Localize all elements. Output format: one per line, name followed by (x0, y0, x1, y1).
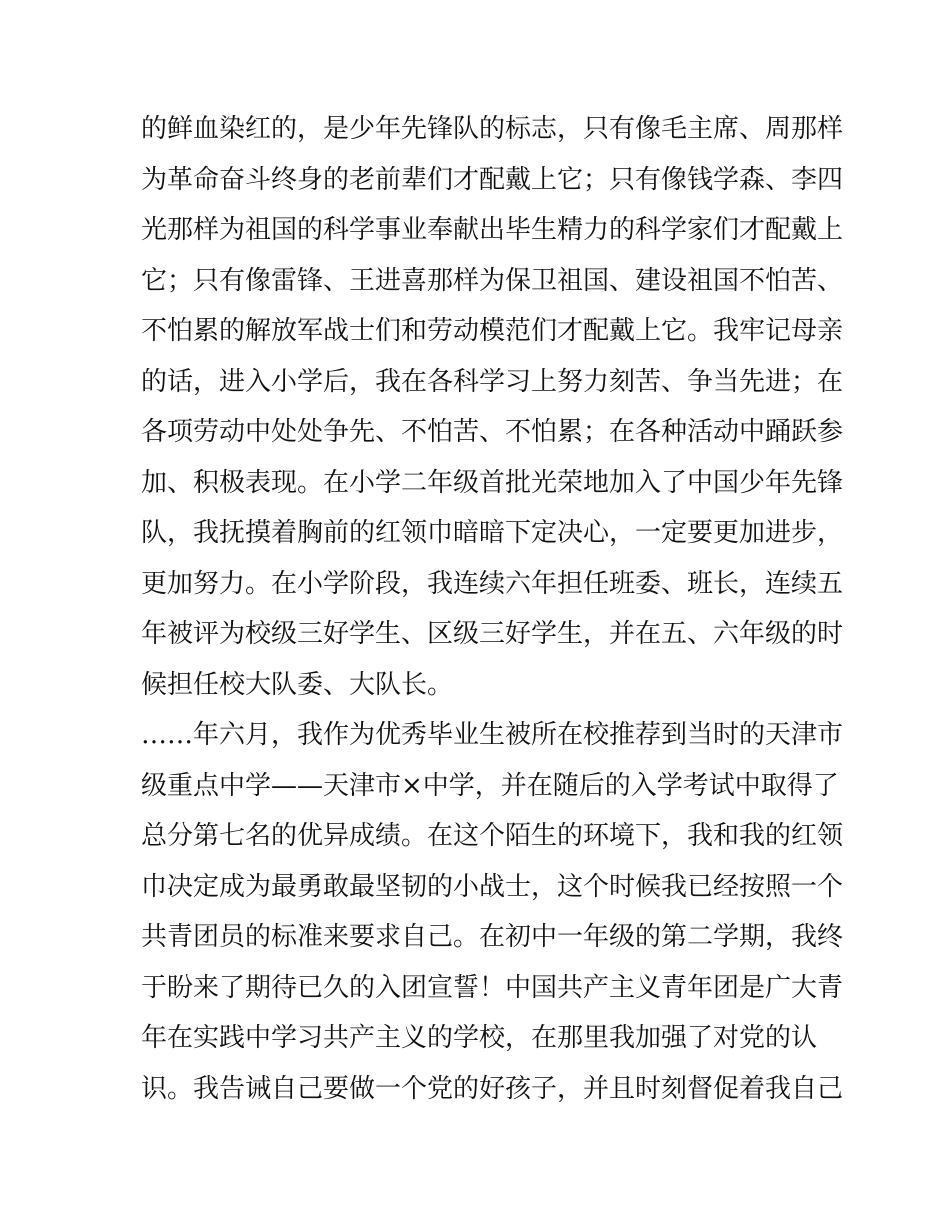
text-line: 队，我抚摸着胸前的红领巾暗暗下定决心，一定要更加进步， (141, 518, 844, 548)
text-line: 不怕累的解放军战士们和劳动模范们才配戴上它。我牢记母亲 (141, 316, 844, 346)
text-line: ……年六月，我作为优秀毕业生被所在校推荐到当时的天津市 (141, 720, 844, 750)
text-line: 识。我告诫自己要做一个党的好孩子，并且时刻督促着我自己 (141, 1073, 844, 1104)
text-line: 光那样为祖国的科学事业奉献出毕生精力的科学家们才配戴上 (141, 215, 844, 245)
text-line: 加、积极表现。在小学二年级首批光荣地加入了中国少年先锋 (141, 467, 844, 498)
text-line: 的鲜血染红的，是少年先锋队的标志，只有像毛主席、周那样 (141, 114, 844, 144)
text-line: 巾决定成为最勇敢最坚韧的小战士，这个时候我已经按照一个 (141, 871, 844, 902)
text-line: 各项劳动中处处争先、不怕苦、不怕累；在各种活动中踊跃参 (141, 417, 844, 447)
text-line: 的话，进入小学后，我在各科学习上努力刻苦、争当先进；在 (141, 366, 844, 397)
text-line: 总分第七名的优异成绩。在这个陌生的环境下，我和我的红领 (141, 821, 844, 851)
body-text (141, 104, 844, 1114)
text-line: 它；只有像雷锋、王进喜那样为保卫祖国、建设祖国不怕苦、 (141, 265, 844, 296)
text-line: 更加努力。在小学阶段，我连续六年担任班委、班长，连续五 (141, 568, 844, 599)
text-line: 于盼来了期待已久的入团宣誓！中国共产主义青年团是广大青 (141, 972, 844, 1003)
text-line: 级重点中学——天津市×中学，并在随后的入学考试中取得了 (141, 770, 839, 801)
text-line: 候担任校大队委、大队长。 (141, 669, 454, 700)
text-line: 年在实践中学习共产主义的学校，在那里我加强了对党的认 (141, 1023, 818, 1053)
text-line: 为革命奋斗终身的老前辈们才配戴上它；只有像钱学森、李四 (141, 164, 844, 195)
text-line: 共青团员的标准来要求自己。在初中一年级的第二学期，我终 (141, 922, 844, 952)
text-line: 年被评为校级三好学生、区级三好学生，并在五、六年级的时 (141, 619, 844, 649)
